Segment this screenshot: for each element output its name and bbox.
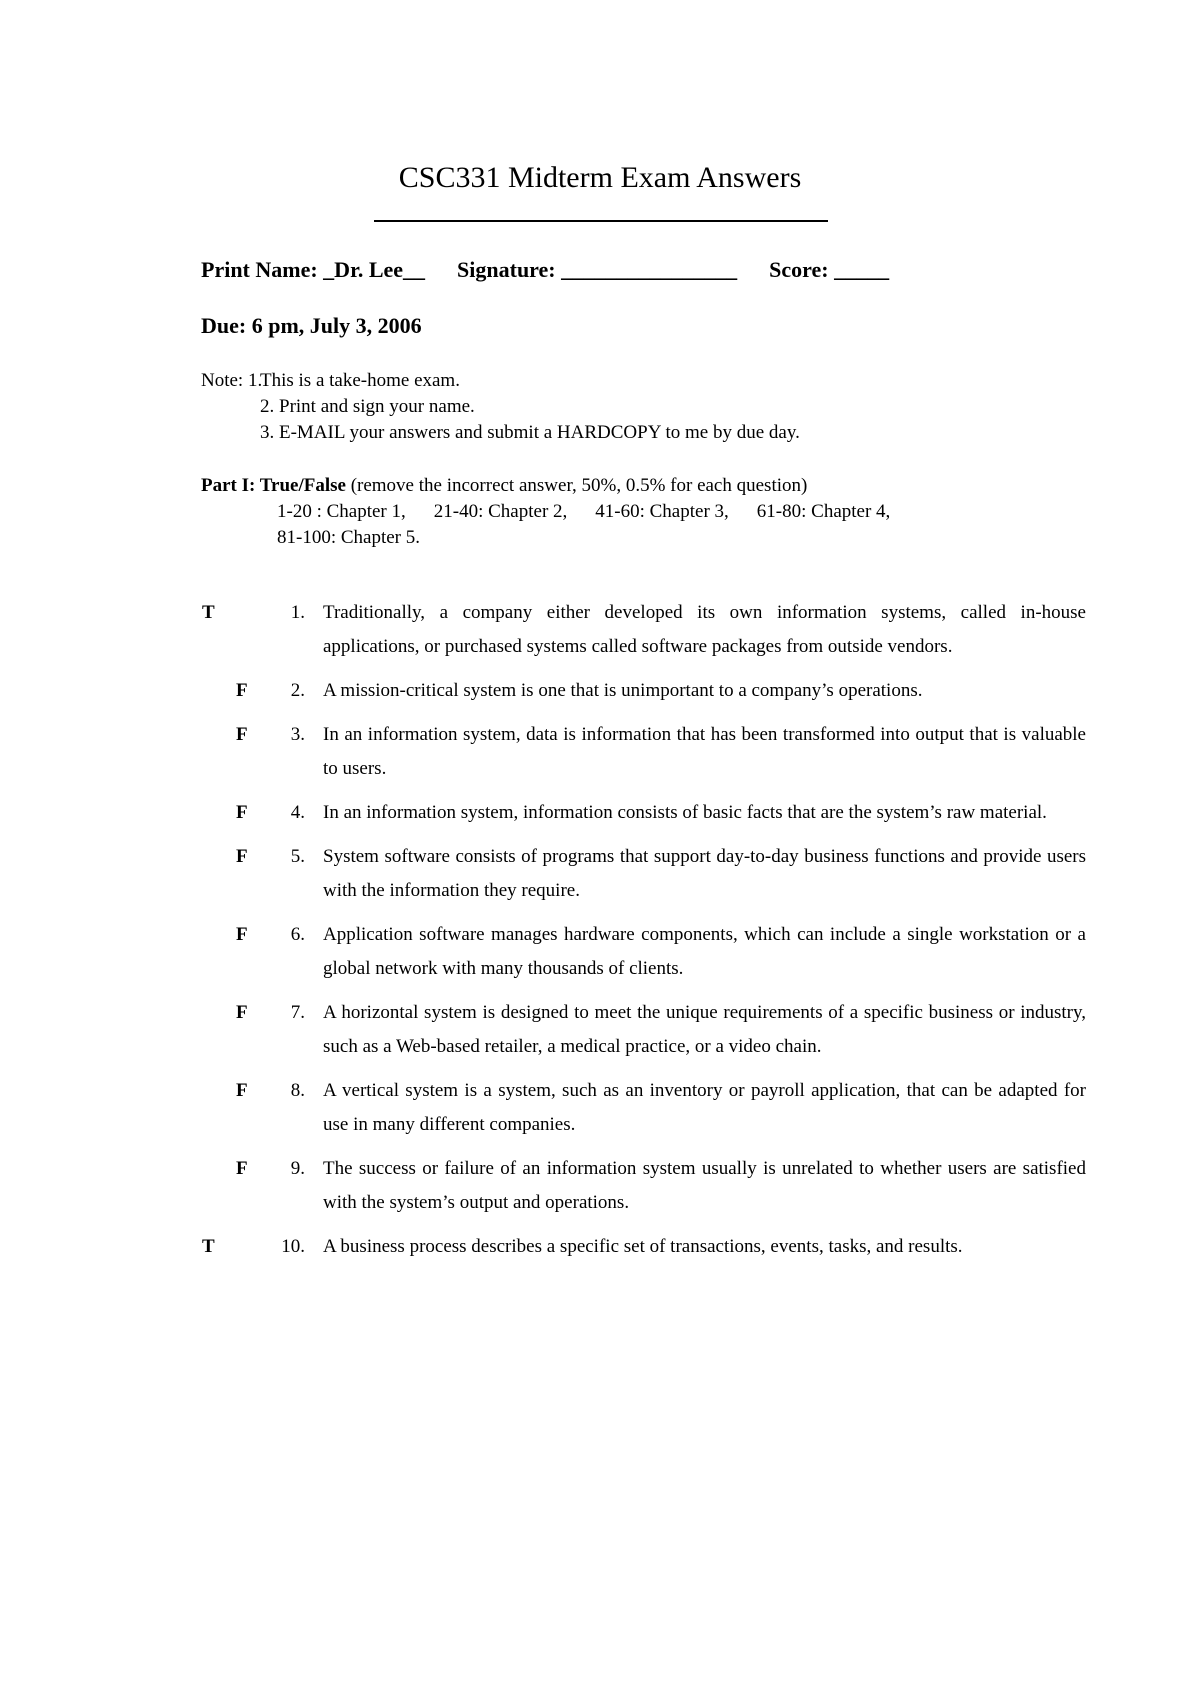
question-number: 6. (290, 924, 305, 945)
part-label: Part I: True/False (201, 475, 346, 496)
print-name-field: Print Name: _Dr. Lee__ (201, 257, 426, 282)
chapter-ranges-row-1 (201, 499, 918, 525)
answer-mark: F (236, 1158, 248, 1179)
question-text: The success or failure of an information system usually is unrelated to whether users are satisfied with the system’s output and operations. (323, 1158, 1086, 1213)
question-number: 9. (290, 1158, 305, 1179)
question-list (201, 596, 1086, 1274)
question-text: Application software manages hardware components, which can include a single workstation or a global network with many thousands of clients. (323, 924, 1086, 979)
part-heading (201, 473, 918, 551)
answer-mark: F (236, 924, 248, 945)
answer-mark: F (236, 724, 248, 745)
chapter-range: 21-40: Chapter 2, (433, 501, 568, 522)
question-text: In an information system, data is information that has been transformed into output that is valuable to users. (323, 724, 1086, 779)
question-number: 7. (290, 1002, 305, 1023)
chapter-range: 81-100: Chapter 5. (277, 527, 421, 548)
answer-mark: T (202, 1236, 215, 1257)
question-item (201, 596, 1086, 664)
question-item (201, 796, 1086, 830)
answer-mark: F (236, 680, 248, 701)
question-number: 1. (290, 602, 305, 623)
chapter-range: 41-60: Chapter 3, (595, 501, 729, 522)
note-text: 2. Print and sign your name. (260, 396, 475, 417)
question-number: 2. (290, 680, 305, 701)
answer-mark: F (236, 846, 248, 867)
question-text: A mission-critical system is one that is unimportant to a company’s operations. (323, 680, 923, 701)
part-title-row (201, 473, 918, 499)
question-item (201, 1230, 1086, 1264)
question-item (201, 1152, 1086, 1220)
question-text: Traditionally, a company either developed its own information systems, called in-house applications, or purchased systems called software packages from outside vendors. (323, 602, 1086, 657)
answer-mark: F (236, 802, 248, 823)
question-item (201, 718, 1086, 786)
question-item (201, 1074, 1086, 1142)
question-number: 8. (290, 1080, 305, 1101)
answer-mark: F (236, 1002, 248, 1023)
chapter-ranges-row-2 (201, 525, 918, 551)
note-lead: Note: 1. (201, 370, 263, 391)
answer-mark: T (202, 602, 215, 623)
question-item (201, 840, 1086, 908)
signature-field: Signature: ________________ (457, 257, 738, 282)
question-text: A business process describes a specific set of transactions, events, tasks, and results. (323, 1236, 963, 1257)
answer-mark: F (236, 1080, 248, 1101)
due-date: Due: 6 pm, July 3, 2006 (201, 313, 422, 338)
note-text: This is a take-home exam. (260, 370, 460, 391)
question-text: System software consists of programs that support day-to-day business functions and provide users with the information they require. (323, 846, 1086, 901)
chapter-range: 61-80: Chapter 4, (756, 501, 891, 522)
question-item (201, 996, 1086, 1064)
question-number: 10. (281, 1236, 305, 1257)
score-field: Score: _____ (769, 257, 890, 282)
document-title: CSC331 Midterm Exam Answers (398, 161, 802, 194)
chapter-range: 1-20 : Chapter 1, (277, 501, 406, 522)
question-number: 3. (290, 724, 305, 745)
header-fields (201, 256, 921, 284)
question-text: A vertical system is a system, such as an inventory or payroll application, that can be adapted for use in many different companies. (323, 1080, 1086, 1135)
title-underline (374, 220, 828, 222)
question-number: 4. (290, 802, 305, 823)
question-item (201, 674, 1086, 708)
question-text: In an information system, information consists of basic facts that are the system’s raw material. (323, 802, 1047, 823)
note-text: 3. E-MAIL your answers and submit a HARDCOPY to me by due day. (260, 422, 800, 443)
question-text: A horizontal system is designed to meet the unique requirements of a specific business or industry, such as a Web-based retailer, a medical practice, or a video chain. (323, 1002, 1086, 1057)
question-number: 5. (290, 846, 305, 867)
part-instructions: (remove the incorrect answer, 50%, 0.5% for each question) (350, 475, 808, 496)
question-item (201, 918, 1086, 986)
